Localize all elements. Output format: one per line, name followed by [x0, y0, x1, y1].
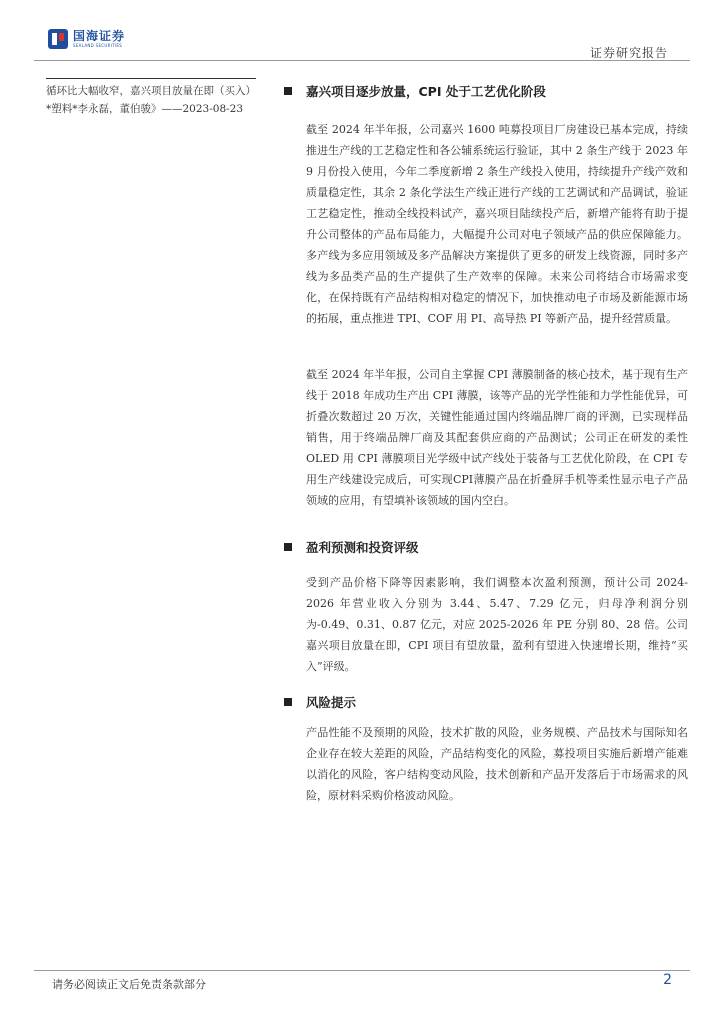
- logo-name-cn: 国海证券: [73, 29, 126, 43]
- body-paragraph: 产品性能不及预期的风险，技术扩散的风险，业务规模、产品技术与国际知名企业存在较大差距的风险，产品结构变化的风险，募投项目实施后新增产能难以消化的风险，客户结构变动风险，技术创新和产品开发落后于市场需求的风险，原材料采购价格波动风险。: [306, 726, 688, 802]
- footer-divider: [34, 970, 690, 971]
- body-paragraph: 截至 2024 年半年报，公司自主掌握 CPI 薄膜制备的核心技术，基于现有生产线于 2018 年成功生产出 CPI 薄膜，该等产品的光学性能和力学性能优异，可折叠次数超过 20 万次，关键性能通过国内终端品牌厂商的评测，已实现样品销售，用于终端品牌厂商及其配套供应商的产品测试；公司正在研发的柔性 OLED 用 CPI 薄膜项目光学级中试产线处于装备与工艺优化阶段，在 CPI 专用生产线建设完成后，可实现CPI薄膜产品在折叠屏手机等柔性显示电子产品领域的应用，有望填补该领域的国内空白。: [306, 368, 688, 507]
- header-divider: [34, 60, 690, 61]
- page-header: [34, 24, 690, 64]
- logo-name-en: SEALAND SECURITIES: [73, 43, 123, 48]
- logo-icon: [48, 29, 68, 49]
- page-number: 2: [663, 972, 672, 988]
- section-bullet-icon: [284, 698, 292, 706]
- company-logo: [48, 29, 125, 49]
- disclaimer-note: 请务必阅读正文后免责条款部分: [52, 978, 206, 991]
- section-bullet-icon: [284, 543, 292, 551]
- body-paragraph: 受到产品价格下降等因素影响，我们调整本次盈利预测，预计公司 2024-2026 年营业收入分别为 3.44、5.47、7.29 亿元，归母净利润分别为-0.49、0.31、0.87 亿元，对应 2025-2026 年 PE 分别 80、28 倍。公司嘉兴项目放量在即，CPI 项目有望放量，盈利有望进入快速增长期，维持“买入”评级。: [306, 576, 688, 673]
- related-report-note: 循环比大幅收窄，嘉兴项目放量在即（买入）*塑料*李永磊，董伯骏》——2023-08-23: [46, 85, 256, 115]
- document-type: 证券研究报告: [589, 46, 668, 60]
- section-title: 盈利预测和投资评级: [284, 538, 419, 556]
- section-bullet-icon: [284, 87, 292, 95]
- body-paragraph: 截至 2024 年半年报，公司嘉兴 1600 吨募投项目厂房建设已基本完成，持续推进生产线的工艺稳定性和各公辅系统运行验证，其中 2 条生产线于 2023 年 9 月份投入使用，今年二季度新增 2 条生产线投入使用，持续提升产线产效和质量稳定性，其余 2 条化学法生产线正进行产线的工艺调试和产品调试，验证工艺稳定性，推动全线投料试产，嘉兴项目陆续投产后，新增产能将有助于提升公司整体的产品布局能力，大幅提升公司对电子领域产品的供应保障能力。多产线为多应用领域及多产品解决方案提供了更多的研发上线资源，同时多产线为多品类产品的生产提供了生产效率的保障。未来公司将结合市场需求变化，在保持既有产品结构相对稳定的情况下，加快推动电子市场及新能源市场的拓展，重点推进 TPI、COF 用 PI、高导热 PI 等新产品，提升经营质量。: [306, 123, 688, 325]
- section-title: 嘉兴项目逐步放量，CPI 处于工艺优化阶段: [284, 82, 546, 100]
- section-title: 风险提示: [284, 693, 356, 711]
- side-note-divider: [46, 78, 256, 79]
